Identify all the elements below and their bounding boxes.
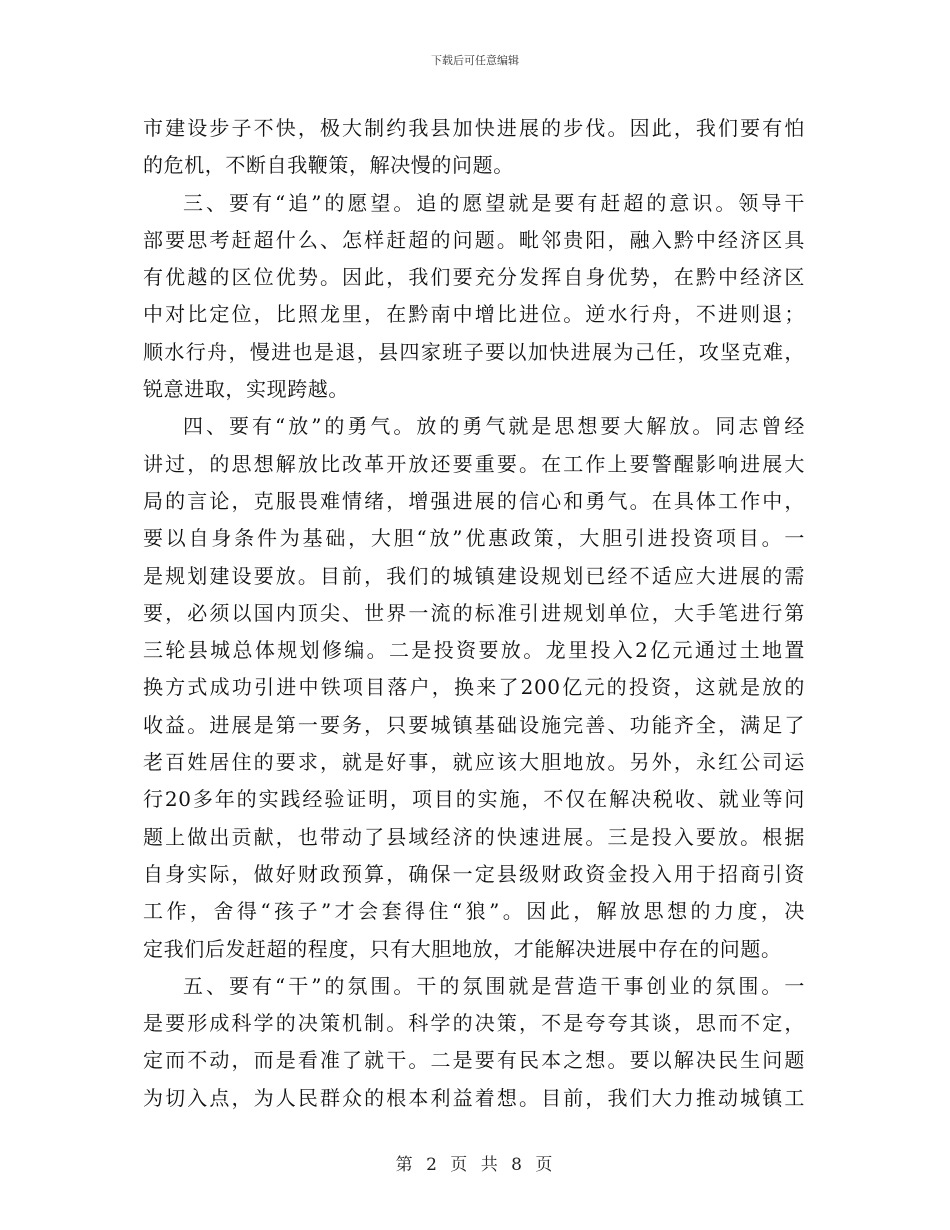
text-line: 自身实际，做好财政预算，确保一定县级财政资金投入用于招商引资 — [143, 861, 805, 886]
text-line: 三、要有“追”的愿望。追的愿望就是要有赶超的意识。领导干 — [183, 190, 805, 215]
text-line: 定我们后发赶超的程度，只有大胆地放，才能解决进展中存在的问题。 — [143, 936, 782, 961]
text-line: 换方式成功引进中铁项目落户，换来了200亿元的投资，这就是放的 — [143, 675, 805, 700]
page-header: 下载后可任意编辑 — [431, 54, 519, 67]
text-line: 是要形成科学的决策机制。科学的决策，不是夸夸其谈，思而不定， — [143, 1011, 805, 1036]
text-line: 五、要有“干”的氛围。干的氛围就是营造干事创业的氛围。一 — [183, 973, 805, 998]
text-line: 市建设步子不快，极大制约我县加快进展的步伐。因此，我们要有怕 — [143, 116, 805, 140]
text-line: 顺水行舟，慢进也是退，县四家班子要以加快进展为己任，攻坚克难， — [143, 339, 805, 364]
text-line: 局的言论，克服畏难情绪，增强进展的信心和勇气。在具体工作中， — [143, 488, 805, 513]
text-line: 要以自身条件为基础，大胆“放”优惠政策，大胆引进投资项目。一 — [143, 526, 805, 551]
text-line: 中对比定位，比照龙里，在黔南中增比进位。逆水行舟，不进则退； — [143, 302, 805, 327]
text-line: 讲过，的思想解放比改革开放还要重要。在工作上要警醒影响进展大 — [143, 451, 805, 476]
text-line: 收益。进展是第一要务，只要城镇基础设施完善、功能齐全，满足了 — [143, 712, 805, 737]
text-line: 三轮县城总体规划修编。二是投资要放。龙里投入2亿元通过土地置 — [143, 638, 805, 663]
page-number-footer: 第 2 页 共 8 页 — [395, 1155, 555, 1175]
text-line: 工作，舍得“孩子”才会套得住“狼”。因此，解放思想的力度，决 — [143, 899, 805, 924]
text-line: 锐意进取，实现跨越。 — [143, 377, 349, 402]
text-line: 有优越的区位优势。因此，我们要充分发挥自身优势，在黔中经济区 — [143, 265, 805, 290]
text-line: 四、要有“放”的勇气。放的勇气就是思想要大解放。同志曾经 — [183, 414, 805, 439]
text-line: 为切入点，为人民群众的根本利益着想。目前，我们大力推动城镇工 — [143, 1085, 805, 1110]
paragraph — [143, 110, 805, 185]
paragraph — [143, 968, 805, 1117]
text-line: 部要思考赶超什么、怎样赶超的问题。毗邻贵阳，融入黔中经济区具 — [143, 227, 805, 252]
text-line: 老百姓居住的要求，就是好事，就应该大胆地放。另外，永红公司运 — [143, 750, 805, 775]
text-line: 定而不动，而是看准了就干。二是要有民本之想。要以解决民生问题 — [143, 1048, 805, 1073]
text-line: 是规划建设要放。目前，我们的城镇建设规划已经不适应大进展的需 — [143, 563, 805, 588]
paragraph — [143, 408, 805, 967]
paragraph — [143, 185, 805, 409]
document-body — [143, 110, 805, 1117]
text-line: 要，必须以国内顶尖、世界一流的标准引进规划单位，大手笔进行第 — [143, 600, 805, 625]
text-line: 行20多年的实践经验证明，项目的实施，不仅在解决税收、就业等问 — [143, 787, 805, 812]
text-line: 题上做出贡献，也带动了县域经济的快速进展。三是投入要放。根据 — [143, 824, 805, 849]
text-line: 的危机，不断自我鞭策，解决慢的问题。 — [143, 153, 514, 178]
